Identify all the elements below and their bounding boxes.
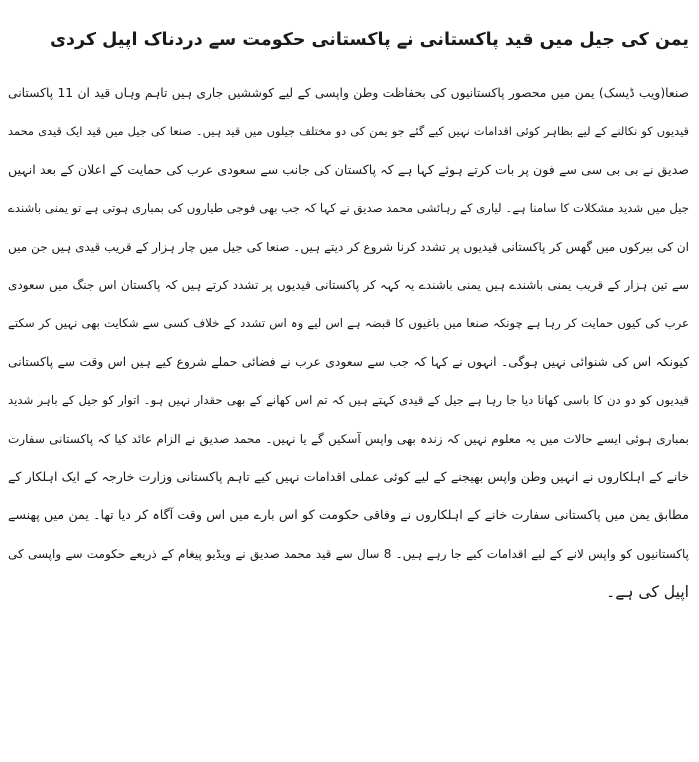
body-line: کیونکہ اس کی شنوائی نہیں ہوگی۔ انہوں نے کہا کہ جب سے سعودی عرب نے فضائی حملے شروع کیے ہیں اس وقت سے پاکستانی xyxy=(8,354,689,369)
body-line: خانے کے اہلکاروں نے انہیں وطن واپس بھیجنے کے لیے کوئی عملی اقدامات نہیں کیے تاہم پاکستانی وزارت خارجہ کے ایک اہلکار کے xyxy=(8,468,689,484)
body-line: قیدیوں کو نکالنے کے لیے بظاہر کوئی اقدامات نہیں کیے گئے جو یمن کی دو مختلف جیلوں میں قید ہیں۔ صنعا کی جیل میں قید ایک قیدی محمد xyxy=(8,124,689,139)
body-line: پاکستانیوں کو واپس لانے کے لیے اقدامات کیے جا رہے ہیں۔ 8 سال سے قید محمد صدیق نے ویڈیو پیغام کے ذریعے حکومت سے واپسی کی xyxy=(8,546,689,561)
body-line: عرب کی کیوں حمایت کر رہا ہے چونکہ صنعا میں باغیوں کا قبضہ ہے اس لیے وہ اس تشدد کے خلاف کسی سے شکایت بھی نہیں کر سکتے xyxy=(8,316,689,331)
article-body xyxy=(8,74,689,611)
body-line: ان کی بیرکوں میں گھس کر پاکستانی قیدیوں پر تشدد کرنا شروع کر دیتے ہیں۔ صنعا کی جیل میں چار ہزار کے قریب قیدی ہیں جن میں xyxy=(8,239,689,254)
body-line: قیدیوں کو دو دن کا باسی کھانا دیا جا رہا ہے جیل کے قیدی کہتے ہیں کہ تم اس کھانے کے بھی حقدار نہیں ہو۔ اتوار کو جیل کے باہر شدید xyxy=(8,393,689,408)
body-line: صنعا(ویب ڈیسک) یمن میں محصور پاکستانیوں کی بحفاظت وطن واپسی کے لیے کوششیں جاری ہیں تاہم وہاں قید ان 11 پاکستانی xyxy=(8,86,689,100)
article-headline: یمن کی جیل میں قید پاکستانی نے پاکستانی حکومت سے دردناک اپیل کردی xyxy=(49,30,689,50)
body-line: مطابق یمن میں پاکستانی سفارت خانے کے اہلکاروں نے وفاقی حکومت کو اس بارے میں اس وقت آگاہ کر دیا تھا۔ یمن میں پھنسے xyxy=(8,507,689,523)
body-line: جیل میں شدید مشکلات کا سامنا ہے۔ لیاری کے رہائشی محمد صدیق نے کہا کہ جب بھی فوجی طیاروں کی بمباری ہوتی ہے تو یمنی باشندے xyxy=(8,201,689,216)
body-line: بمباری ہوئی ایسے حالات میں یہ معلوم نہیں کہ زندہ بھی واپس آسکیں گے یا نہیں۔ محمد صدیق نے الزام عائد کیا کہ پاکستانی سفارت xyxy=(8,431,689,446)
body-line: سے تین ہزار کے قریب یمنی باشندے ہیں یمنی باشندے یہ کہہ کر پاکستانی قیدیوں پر تشدد کرتے ہیں کہ پاکستان اس جنگ میں سعودی xyxy=(8,277,689,292)
body-line-last: اپیل کی ہے۔ xyxy=(606,583,689,602)
body-line: صدیق نے بی بی سی سے فون پر بات کرتے ہوئے کہا ہے کہ پاکستان کی جانب سے سعودی عرب کی حمایت کے اعلان کے بعد انہیں xyxy=(8,161,689,177)
